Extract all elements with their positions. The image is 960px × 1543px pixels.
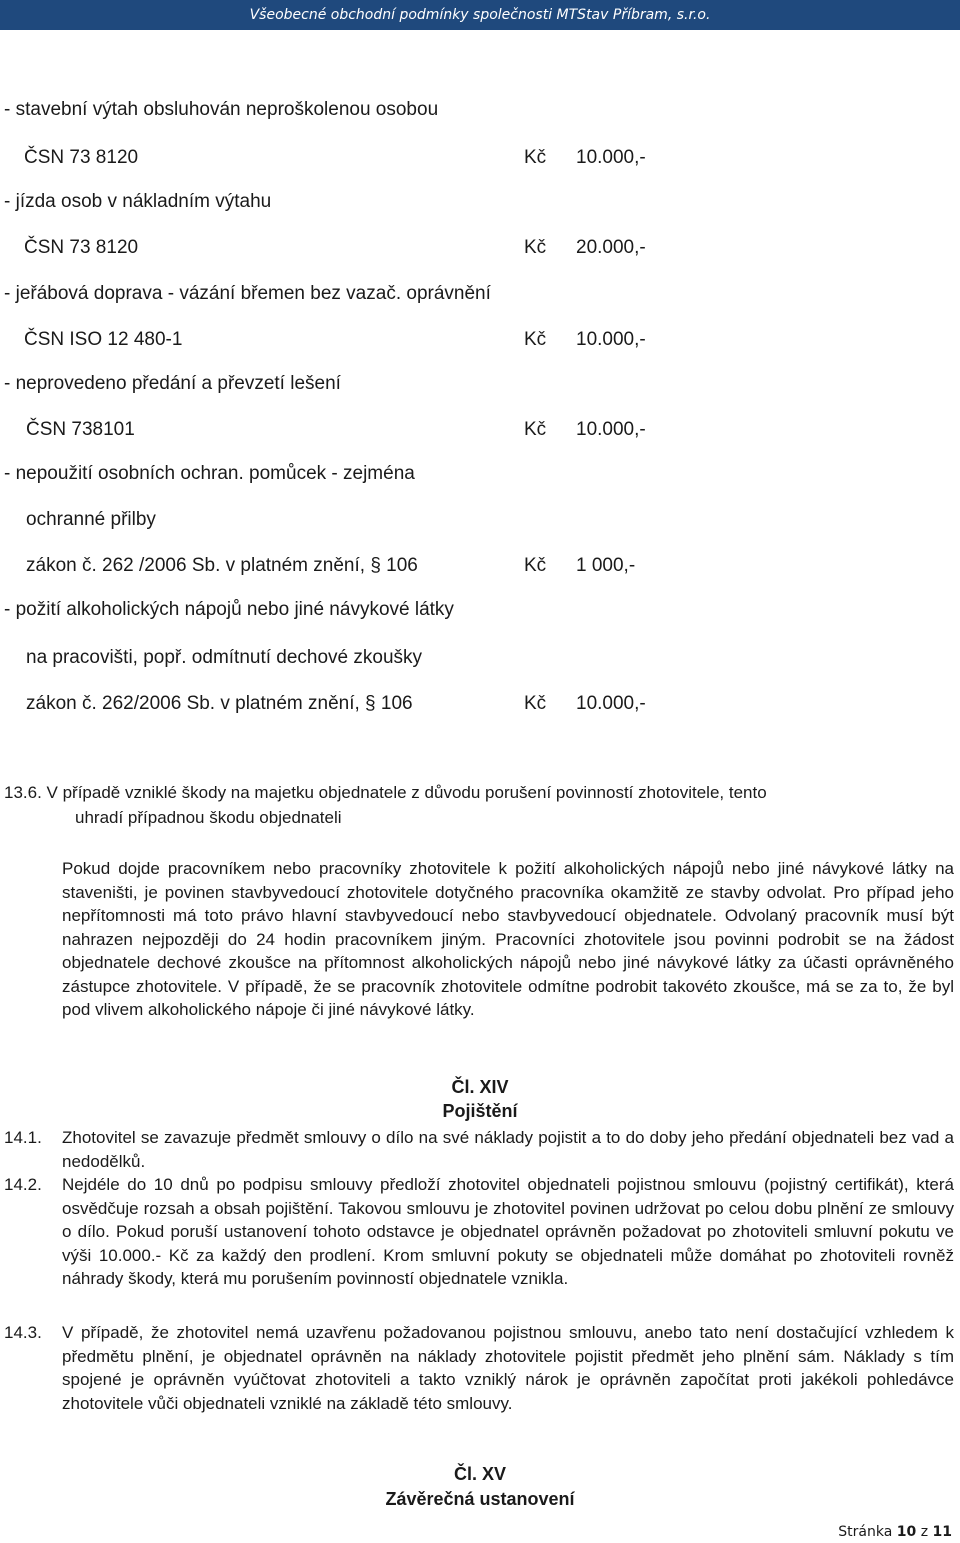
penalty-3-norm: ČSN ISO 12 480-1 [24,329,183,350]
penalty-3-description: - jeřábová doprava - vázání břemen bez vazač. oprávnění [4,283,491,304]
clause-14-2-number: 14.2. [4,1175,42,1194]
clause-14-2-text: Nejdéle do 10 dnů po podpisu smlouvy předloží zhotovitel objednateli pojistnou smlouvu (pojistný certifikát), která osvědčuje rozsah a obsah pojištění. Takovou smlouvu je zhotovitel povinen udržovat po celou dobu plnění ze smlouvy o dílo. Pokud poruší ustanovení tohoto odstavce je objednatel oprávněn požadovat po zhotoviteli smluvní pokutu ve výši 10.000.- Kč za každý den prodlení. Krom smluvní pokuty se objednateli může domáhat po zhotoviteli rovněž náhrady škody, která mu porušením povinností objednatele vznikla. [62,1175,954,1288]
article-15-number: Čl. XV [453,1464,506,1484]
amount-value: 10.000,- [576,329,646,350]
penalty-5-description: - nepoužití osobních ochran. pomůcek - zejména [4,463,415,484]
amount-value: 10.000,- [576,419,646,440]
footer-label: Stránka [838,1524,893,1540]
currency: Kč [524,237,547,258]
clause-13-6-intro: 13.6. V případě vzniklé škody na majetku objednatele z důvodu porušení povinností zhotovitele, tento [4,783,767,802]
footer-page: 10 [896,1524,917,1540]
penalty-4-description: - neprovedeno předání a převzetí lešení [4,373,341,394]
penalty-2-description: - jízda osob v nákladním výtahu [4,191,272,212]
clause-14-1-text: Zhotovitel se zavazuje předmět smlouvy o dílo na své náklady pojistit a to do doby jeho předání objednateli bez vad a nedodělků. [62,1128,954,1171]
penalty-5-amount [524,554,635,578]
amount-value: 10.000,- [576,693,646,714]
clause-14-3-text: V případě, že zhotovitel nemá uzavřenu požadovanou pojistnou smlouvu, anebo tato není dostačující vzhledem k předmětu plnění, je objednatel oprávněn na náklady zhotovitele pojistit předmět jeho plnění sám. Náklady s tím spojené je oprávněn vyúčtovat zhotoviteli a takto vzniklý nárok je oprávněn započítat proti jakékoli pohledávce zhotovitele vůči objednateli vzniklé na základě této smlouvy. [62,1323,954,1413]
penalty-3-amount [524,328,646,352]
clause-13-6-paragraph: Pokud dojde pracovníkem nebo pracovníky zhotovitele k požití alkoholických nápojů nebo jiné návykové látky na staveništi, je povinen stavbyvedoucí zhotovitele dotyčného pracovníka okamžitě ze stavby odvolat. Pro případ jeho nepřítomnosti má toto právo hlavní stavbyvedoucí nebo stavbyvedoucí objednatele. Odvolaný pracovník musí být nahrazen nejpozději do 24 hodin pracovníkem jiným. Pracovníci zhotovitele jsou povinni podrobit se na žádost objednatele dechové zkoušce na přítomnost alkoholických nápojů nebo jiné návykové látky za účasti oprávněného zástupce zhotovitele. V případě, že se pracovník zhotovitele odmítne podrobit takovéto zkoušce, má se za to, že byl pod vlivem alkoholického nápoje či jiné návykové látky. [62,859,954,1019]
penalty-6-description: - požití alkoholických nápojů nebo jiné návykové látky [4,599,454,620]
document-header: Všeobecné obchodní podmínky společnosti MTStav Příbram, s.r.o. [0,0,960,30]
article-14-title: Pojištění [442,1101,518,1121]
penalty-5-description-cont: ochranné přilby [26,509,156,530]
currency: Kč [524,693,547,714]
currency: Kč [524,555,547,576]
currency: Kč [524,329,547,350]
amount-value: 1 000,- [576,555,636,576]
penalty-5-norm: zákon č. 262 /2006 Sb. v platném znění, § 106 [26,555,418,576]
penalty-6-norm: zákon č. 262/2006 Sb. v platném znění, § 106 [26,693,413,714]
article-14-number: Čl. XIV [451,1077,509,1097]
penalty-6-amount [524,692,646,716]
article-15-title: Závěrečná ustanovení [385,1489,575,1509]
clause-14-1-number: 14.1. [4,1128,42,1147]
currency: Kč [524,419,547,440]
amount-value: 20.000,- [576,237,646,258]
page-footer [838,1524,952,1540]
penalty-2-norm: ČSN 73 8120 [24,237,139,258]
clause-14-3-number: 14.3. [4,1323,42,1342]
footer-of: z [920,1524,929,1540]
penalty-1-norm: ČSN 73 8120 [24,147,139,168]
penalty-1-amount [524,146,646,170]
penalty-4-norm: ČSN 738101 [26,419,135,440]
currency: Kč [524,147,547,168]
penalty-2-amount [524,236,646,260]
penalty-6-description-cont: na pracovišti, popř. odmítnutí dechové zkoušky [26,647,423,668]
footer-total: 11 [932,1524,952,1540]
penalty-4-amount [524,418,646,442]
penalty-1-description: - stavební výtah obsluhován neproškolenou osobou [4,99,439,120]
amount-value: 10.000,- [576,147,646,168]
clause-13-6-intro-cont: uhradí případnou škodu objednateli [75,808,342,827]
